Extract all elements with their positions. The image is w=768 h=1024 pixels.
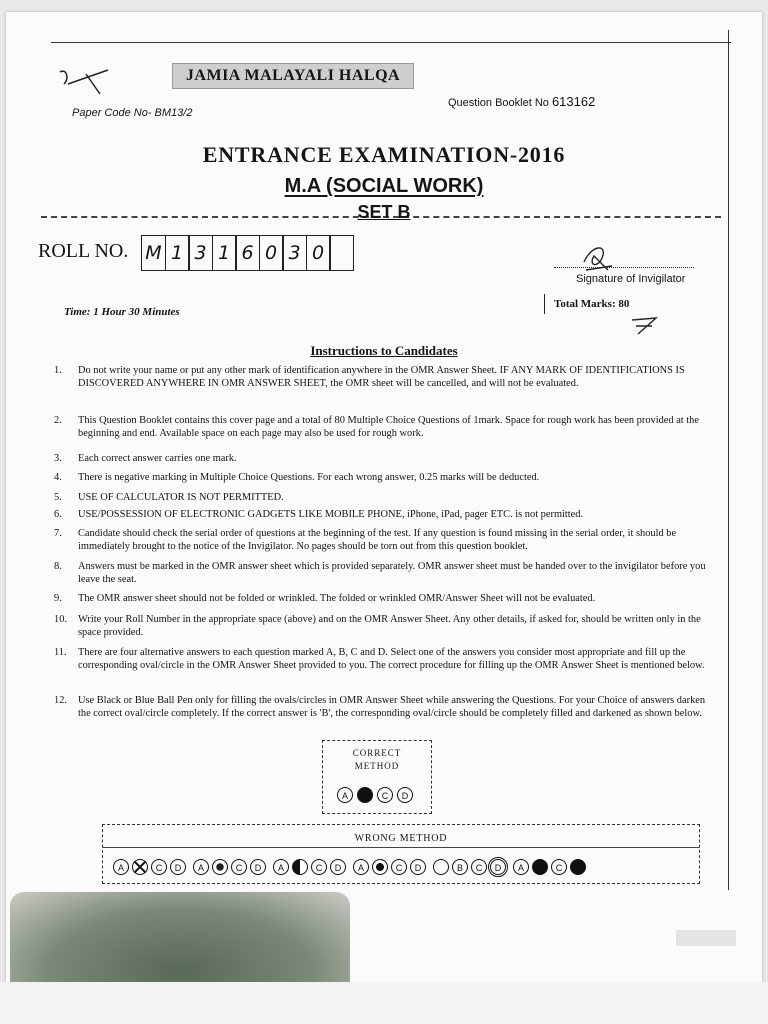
instruction-number: 4. [54,472,62,483]
instruction-text: There are four alternative answers to each question marked A, B, C and D. Select one of the answers you consider most appropriate and fill up the corresponding oval/circle in the OMR Answer Sheet provided to you. The correct procedure for filling up the OMR Answer Sheet is mentioned below. [78,647,705,671]
instruction-number: 3. [54,453,62,464]
roll-digit-box [329,235,354,271]
bubble-option: B [452,859,468,875]
bubble-empty [433,859,449,875]
bubble-option: D [330,859,346,875]
exam-duration: Time: 1 Hour 30 Minutes [64,306,180,318]
programme-title-text: M.A (SOCIAL WORK) [284,175,484,197]
correct-label-line: METHOD [354,761,400,771]
signature-line [554,267,694,268]
instruction-number: 12. [54,695,67,706]
instructions-title: Instructions to Candidates [310,343,458,358]
roll-digit-box: 0 [306,235,331,271]
correct-bubble-row [337,787,413,803]
bubble-option: C [391,859,407,875]
handwritten-mark-icon [56,64,116,98]
bubble-option-filled [532,859,548,875]
bubble-option: C [551,859,567,875]
wrong-method-label: WRONG METHOD [354,833,448,844]
bubble-option: C [231,859,247,875]
wrong-method-box [102,824,700,884]
wrong-method-rule [103,847,699,848]
set-title: SET B [357,202,411,222]
instruction-number: 11. [54,647,67,658]
correct-method-box [322,740,432,814]
roll-digit-box: 1 [165,235,190,271]
bubble-option: A [113,859,129,875]
bubble-option: D [250,859,266,875]
handwritten-number-icon [628,314,664,338]
exam-title: ENTRANCE EXAMINATION-2016 [202,142,566,167]
bubble-option: D [397,787,413,803]
invigilator-signature-label: Signature of Invigilator [576,273,686,285]
instruction-text: Use Black or Blue Ball Pen only for filling the ovals/circles in OMR Answer Sheet while answering the Questions. For your Choice of answers darken the correct oval/circle completely. If the correct answer is 'B', the corresponding oval/circle should be completely filled and darkened as shown below. [78,695,706,719]
instruction-text: Write your Roll Number in the appropriate space (above) and on the OMR Answer Sheet. Any other details, if asked for, should be written only in the space provided. [78,614,701,638]
roll-digit-box: 3 [282,235,307,271]
invigilator-signature-icon [578,240,618,276]
instruction-text: Do not write your name or put any other mark of identification anywhere in the OMR Answer Sheet. IF ANY MARK OF IDENTIFICATIONS IS DISCOVERED ANYWHERE IN OMR ANSWER SHEET, the OMR sheet will be cancelled, and will not be evaluated. [78,365,685,389]
bubble-option: C [377,787,393,803]
instruction-number: 2. [54,415,62,426]
bubble-option: C [471,859,487,875]
instruction-text: Each correct answer carries one mark. [78,453,237,464]
bubble-option: A [337,787,353,803]
instruction-text: This Question Booklet contains this cover page and a total of 80 Multiple Choice Questions of 1mark. Space for rough work has been provided at the beginning and end. Available space on each page may also be used for rough work. [78,415,699,439]
roll-number-boxes [141,235,353,271]
bubble-option-filled [570,859,586,875]
faint-smudge-right [676,930,736,946]
bubble-option: A [353,859,369,875]
bubble-option: C [151,859,167,875]
instruction-number: 7. [54,528,62,539]
paper-code: Paper Code No- BM13/2 [72,107,193,119]
instruction-number: 5. [54,492,62,503]
roll-digit-box: 3 [188,235,213,271]
total-marks: Total Marks: 80 [554,298,630,310]
instruction-text: The OMR answer sheet should not be folded or wrinkled. The folded or wrinkled OMR/Answer Sheet will not be evaluated. [78,593,596,604]
instruction-number: 1. [54,365,62,376]
bubble-option: C [311,859,327,875]
instruction-text: USE OF CALCULATOR IS NOT PERMITTED. [78,492,284,503]
page-bottom-margin [0,982,768,1024]
question-booklet-number [448,94,595,109]
bubble-option: A [193,859,209,875]
instruction-number: 9. [54,593,62,604]
instruction-text: Answers must be marked in the OMR answer sheet which is provided separately. OMR answer sheet must be handed over to the invigilator before you leave the seat. [78,561,706,585]
wrong-bubble-row [113,859,586,875]
exam-cover-page [6,12,762,982]
bubble-option-boxed: D [490,859,506,875]
roll-number-label: ROLL NO. [38,240,129,262]
bubble-ticked [212,859,228,875]
bubble-option: A [273,859,289,875]
instruction-text: USE/POSSESSION OF ELECTRONIC GADGETS LIKE MOBILE PHONE, iPhone, iPad, pager ETC. is not permitted. [78,509,584,520]
correct-label-line: CORRECT [352,748,402,758]
instruction-number: 10. [54,614,67,625]
bubble-half-filled [292,859,308,875]
bubble-option: A [513,859,529,875]
marks-bracket-line [544,294,545,314]
organization-stamp: JAMIA MALAYALI HALQA [172,63,414,89]
roll-digit-box: M [141,235,166,271]
instruction-number: 8. [54,561,62,572]
bubble-dotted [372,859,388,875]
correct-method-label [323,747,431,773]
instruction-number: 6. [54,509,62,520]
programme-title [6,175,762,198]
bubble-option-filled [357,787,373,803]
roll-digit-box: 1 [212,235,237,271]
bubble-crossed [132,859,148,875]
booklet-label: Question Booklet No [448,97,549,109]
instruction-text: There is negative marking in Multiple Choice Questions. For each wrong answer, 0.25 marks will be deducted. [78,472,540,483]
bubble-option: D [170,859,186,875]
top-border-line [51,42,731,43]
bubble-option: D [410,859,426,875]
roll-digit-box: 0 [259,235,284,271]
instruction-text: Candidate should check the serial order of questions at the beginning of the test. If any question is found missing in the serial order, it should be immediately brought to the notice of the Invigilator. No pages should be torn out from this question booklet. [78,528,677,552]
booklet-value: 613162 [551,94,596,109]
roll-digit-box: 6 [235,235,260,271]
